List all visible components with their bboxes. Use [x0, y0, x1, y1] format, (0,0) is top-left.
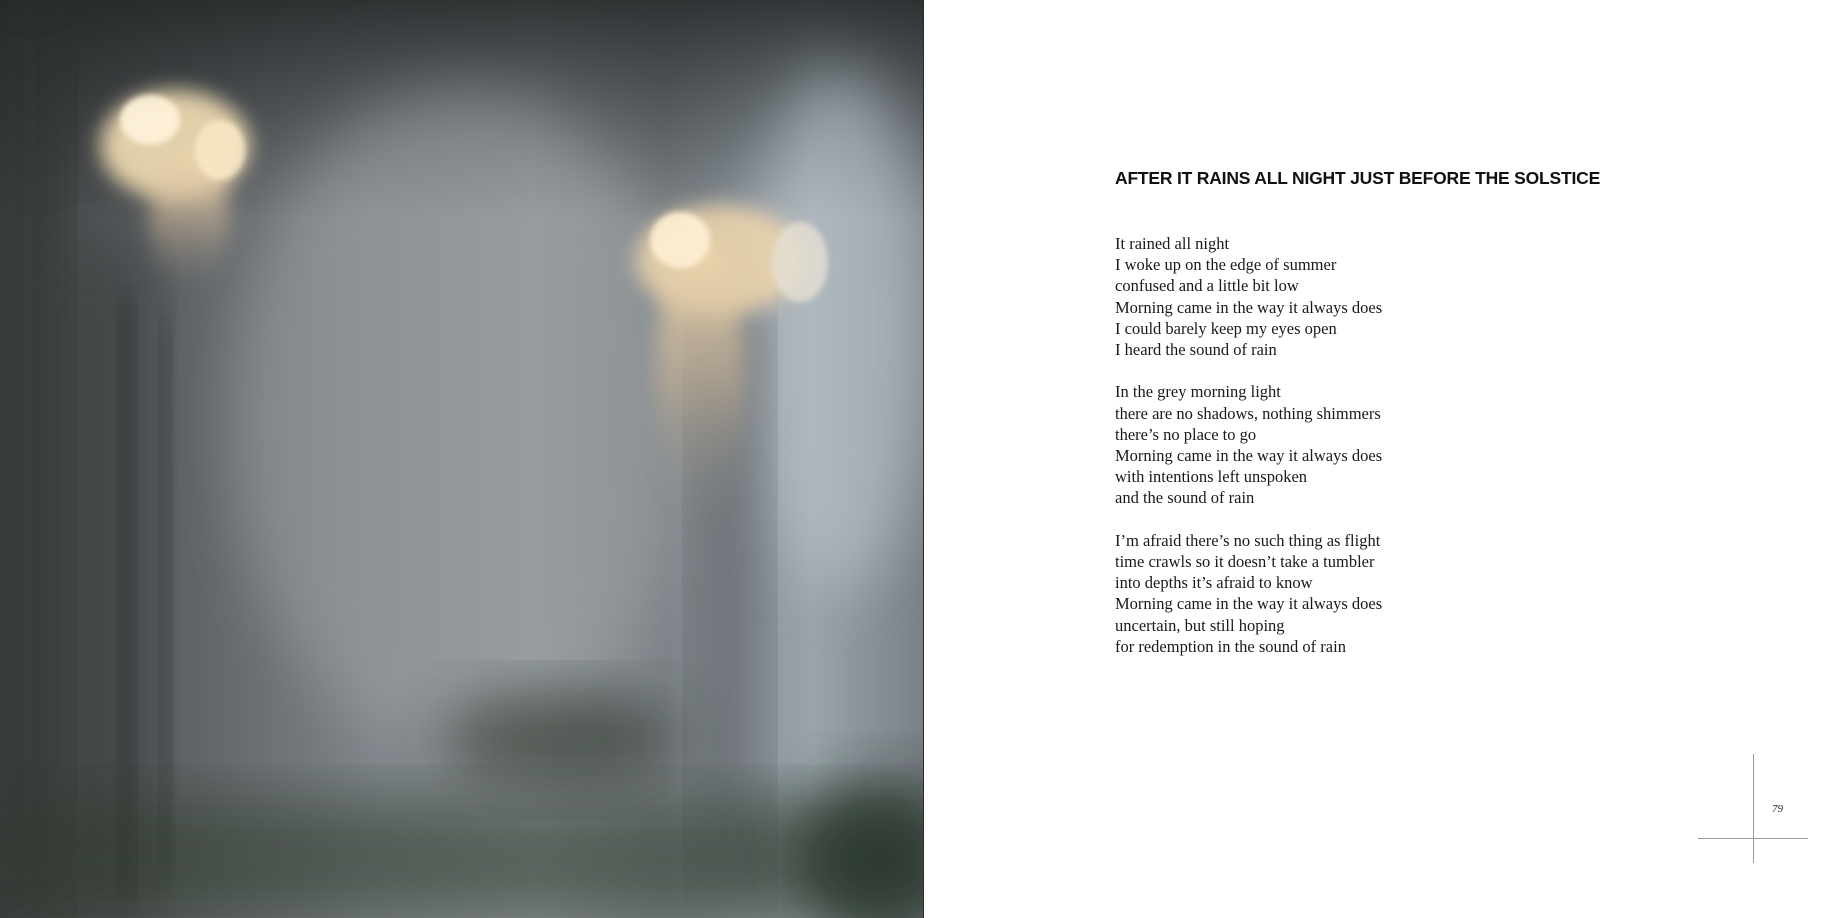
- poem-line: uncertain, but still hoping: [1115, 615, 1285, 635]
- poem-line: It rained all night: [1115, 234, 1230, 253]
- crop-mark-vertical: [1753, 754, 1754, 863]
- poem-line: Morning came in the way it always does: [1115, 446, 1383, 466]
- poem-line: time crawls so it doesn’t take a tumbler: [1115, 552, 1375, 572]
- poem-line: Morning came in the way it always does: [1115, 594, 1383, 614]
- poem-line: Morning came in the way it always does: [1115, 297, 1383, 317]
- poem-line: into depths it’s afraid to know: [1115, 573, 1313, 593]
- right-page: [924, 0, 1845, 918]
- poem-body: [1115, 233, 1382, 678]
- poem-line: there’s no place to go: [1115, 424, 1257, 444]
- page-number: 79: [1772, 803, 1783, 815]
- poem-line: I heard the sound of rain: [1115, 340, 1277, 360]
- poem-line: In the grey morning light: [1115, 382, 1281, 402]
- poem-line: for redemption in the sound of rain: [1115, 636, 1346, 656]
- crop-mark-horizontal: [1698, 838, 1808, 839]
- stanza-2: [1115, 381, 1382, 508]
- poem-line: with intentions left unspoken: [1115, 467, 1308, 487]
- poem-line: there are no shadows, nothing shimmers: [1115, 403, 1381, 423]
- poem-line: and the sound of rain: [1115, 488, 1255, 508]
- poem-line: I’m afraid there’s no such thing as flight: [1115, 530, 1381, 550]
- stanza-3: [1115, 530, 1382, 657]
- poem-title: AFTER IT RAINS ALL NIGHT JUST BEFORE THE SOLSTICE: [1115, 168, 1601, 188]
- poem-line: I could barely keep my eyes open: [1115, 318, 1337, 338]
- poem-line: I woke up on the edge of summer: [1115, 255, 1337, 275]
- stanza-1: [1115, 233, 1382, 360]
- poem-line: confused and a little bit low: [1115, 276, 1299, 296]
